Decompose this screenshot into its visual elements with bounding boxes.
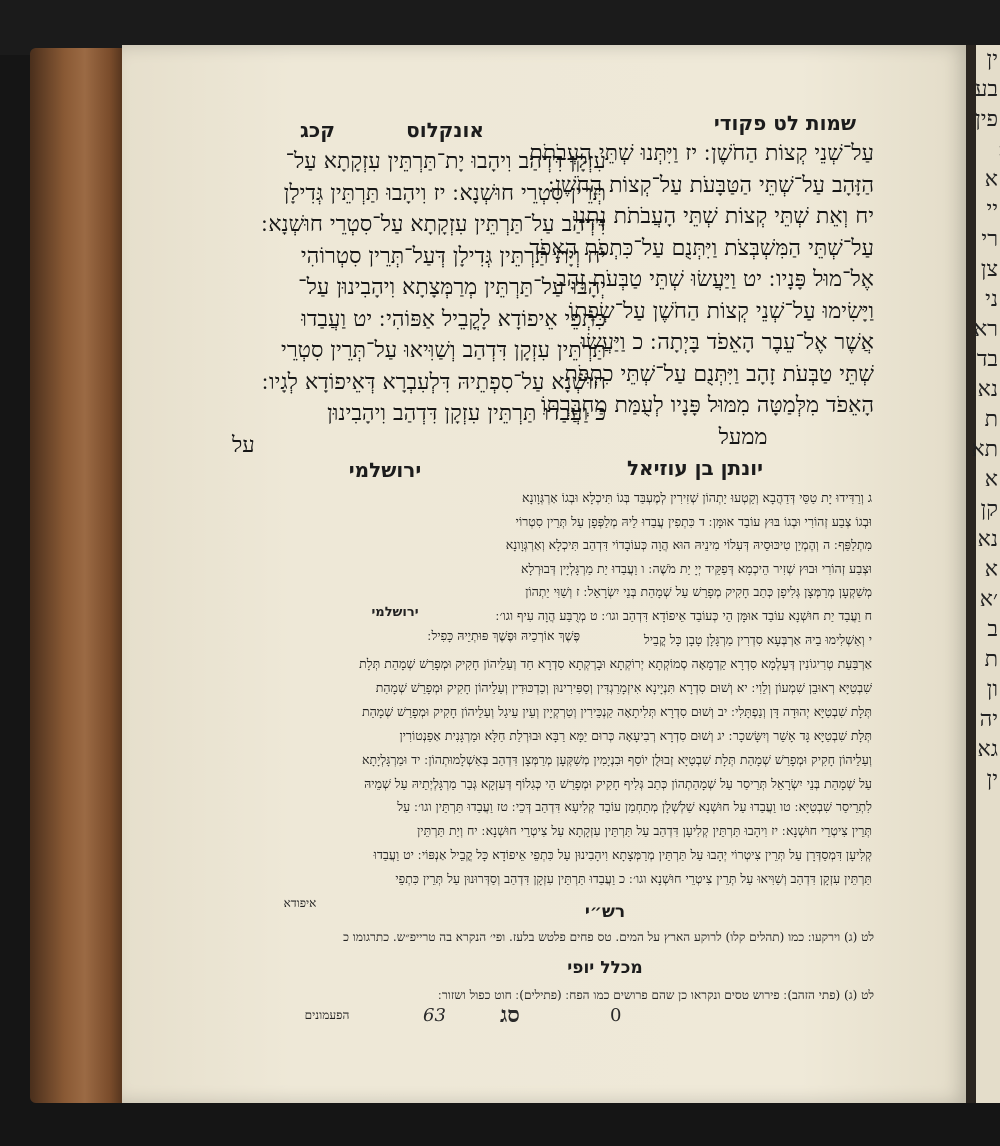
- facing-page-fragment: [976, 135, 1000, 165]
- signature-mark: סג: [500, 1002, 520, 1028]
- mikhlal-title: מכלל יופי: [567, 958, 643, 978]
- facing-page-fragment: תא: [971, 437, 998, 462]
- handwritten-page-number: 63: [423, 1005, 446, 1026]
- text-line: אַרְבַּעַת טְרִיגוֹנִין דְּעָלְמָא סִדְרָא קַדְמָאָה סְמוֹקְתָא יְרוֹקְתָא וּבָרְקְתָא סִדְרָא חַד וְעַלֵיהוֹן חָקִיק וּמְפָרַשׁ שְׁמָהַת תְּלָת: [359, 656, 872, 671]
- facing-page-fragment: נא: [977, 527, 998, 552]
- facing-page-fragment: גא: [977, 737, 998, 762]
- text-line: ג וְרַדִּידוּ יָת טַסֵּי דְּדַהֲבָא וְקַטְעוּ יַתְהוֹן שְׁזִירִין לְמֶעְבַּד בְּגוֹ תִּיכְלָא וּבְגוֹ אַרְגְּוָונָא: [522, 490, 872, 505]
- text-line: עַל־שְׁנֵי קְצוֹת הַחֹשֶׁן ׃ יז וַיִּתְּנוּ שְׁתֵּי הָעֲבֹתֹת: [529, 141, 874, 166]
- text-line: ח וַעֲבַד יַת חוּשְׁנָא עוֹבַד אוּמָּן הֵי כְּעוֹבַד אֵיפוֹדָא דִּדְהַב וגו׳ ׃ ט מְרֻבַּע הֲוָה עִיף וגו׳ ׃: [495, 608, 872, 623]
- text-line: וּבְגוֹ צְבַע זְהוֹרִי וּבְגוֹ בּוּץ עוֹבַד אוּמָּן ׃ ד כִּתְפִין עֲבַדוּ לֵיהּ מְלַפְּפָן עַל תְּרֵין סִטְרוֹי: [515, 513, 872, 529]
- yerushalmi-title: ירושלמי: [348, 458, 422, 482]
- facing-page-fragment: נא: [977, 377, 998, 402]
- facing-page-fragment: קן: [980, 497, 998, 522]
- text-line: לט (ג) וירקעו ׃ כמו (תהלים קלו) לרוקע הארץ על המים. טס פחים פלטש בלעז. ופי׳ הנקרא בה טרייפ״ש. כתרגומו כ: [343, 930, 874, 944]
- page-number-hebrew: קכג: [300, 118, 335, 142]
- facing-page-edge: [971, 45, 1000, 1103]
- text-line: עִזְקָן דִּדְהַב וִיהָבוּ יָת־תַּרְתֵּין עִזְקָתָא עַל־: [285, 149, 606, 174]
- text-line: אֲשֶׁר אֶל־עֵבֶר הָאֵפֹד בָּיְתָה ׃ כ וַיַּעֲשׂוּ: [580, 330, 874, 355]
- onkelos-header: אונקלוס: [406, 118, 484, 142]
- facing-page-fragment: יי: [986, 197, 998, 222]
- facing-page-fragment: ב: [987, 617, 998, 642]
- mikhlal-block: [262, 986, 874, 1004]
- text-line: תַּרְתֵּין עִזְקָן דִּדְהַב וְשַׁוִּיאוּ עַל תְּרֵין צִיטְרֵי חוּשְׁנָא וגו׳ ׃ כ וַעֲבַדוּ תַּרְתֵּין עִזְקָן דִּדְהַב וְסַדְּרוּנוּן עַל תְּרֵין כִּתְפֵי: [395, 871, 872, 887]
- text-line: דִּדְהַב עַל־תַּרְתֵּין עִזְקָתָא עַל־סִטְרֵי חוּשְׁנָא ׃: [261, 212, 606, 237]
- text-line: חוּשְׁנָא עַל־סִפְתֵיהּ דִּלְעִבְרָא דְּאֵיפוֹדָא לְגָיו ׃: [262, 369, 606, 395]
- text-line: תְּרֵין צִיטְרֵי חוּשְׁנָא ׃ יז וִיהָבוּ תַּרְתֵּין קְלִיעָן דִּדְהַב עַל תַּרְתֵּין עִזְקָתָא עַל צִיטְרֵי חוּשְׁנָא ׃ יח וְיַת תַּרְתֵּין: [417, 823, 872, 839]
- book-gutter: [966, 45, 976, 1103]
- text-line: פֶּשֶׁךְ אוֹרְכֵיהּ וּפֶשֶׁךְ פּוּתְיֵיהּ כָּפִיל ׃: [427, 628, 580, 643]
- text-line: תְּרֵין סִטְרֵי חוּשְׁנָא ׃ יז וִיהָבוּ תַּרְתֵּין גְּדִילָן: [283, 180, 606, 206]
- facing-page-fragment: א: [984, 557, 998, 582]
- facing-page-fragment: ני: [985, 287, 998, 312]
- text-line: וּצְבַע זְהוֹרִי וּבוּץ שְׁזִיר הֵיכְמָא דְּפַקֵּיד יְיָ יַת מֹשֶׁה ׃ ו וַעֲבַדוּ יַת מַרְגָּלְיָין דְּבוּרְלָא: [521, 560, 872, 576]
- facing-page-fragment: ת: [984, 647, 998, 672]
- yerushalmi-block: [235, 624, 580, 648]
- jonathan-block: [232, 486, 872, 604]
- book-fore-edge: [30, 48, 130, 1103]
- text-line: מִתְלַפַּף ׃ ה וְהֶמְיַן טִיכּוּסֵיהּ דְּעִלוֹי מִינֵיהּ הוּא הֲוָה כְּעוֹבָדוֹי דִּדְהַב תִּיכְלָא וְאַרְגְּוָונָא: [505, 537, 872, 553]
- text-line: יח וְאֵת שְׁתֵּי קְצוֹת שְׁתֵּי הָעֲבֹתֹת נָתְנוּ: [573, 204, 874, 229]
- catchword: ממעל: [718, 424, 768, 450]
- text-line: הָאֵפֹד מִלְּמַטָּה מִמּוּל פָּנָיו לְעֻמַּת מַחְבַּרְתּוֹ: [540, 393, 874, 418]
- text-line: עַל שְׁמָהַת בְּנֵי יִשְׂרָאֵל תְּרֵיסַר עַל שְׁמָהַתְהוֹן כְּתַב גְּלִיף חָקִיק וּמְפָרַשׁ הֵי כְּגִלוֹף דְּעִזְקָא גְּבַר מַרְגָּלְיְתֵיהּ עַל שְׁמֵיהּ: [364, 775, 872, 791]
- facing-page-fragment: א: [984, 467, 998, 492]
- text-line: קְלִיעָן דִּמְסַדְּרָן עַל תְּרֵין צִיטְרוֹי יְהָבוּ עַל תַּרְתֵּין מְרַמְּצָתָא וִיהָבִינוּן עַל כִּתְפֵי אֵיפוֹדָא כָּל קֳבֵיל אַנְפּוֹי ׃ יט וַעֲבַדוּ: [373, 847, 872, 863]
- jonathan-title: יונתן בן עוזיאל: [626, 456, 764, 480]
- text-line: שְׁתֵּי טַבְּעֹת זָהָב וַיִּתְּנֻם עַל־שְׁתֵּי כִתְפֹת: [564, 361, 874, 387]
- text-line: תַּרְתֵּין עִזְקָן דִּדְהַב וְשַׁוִּיאוּ עַל־תְּרֵין סִטְרֵי: [281, 338, 606, 363]
- text-line: הַזָּהָב עַל־שְׁתֵּי הַטַּבָּעֹת עַל־קְצוֹת הַחֹשֶׁן ׃: [548, 172, 874, 198]
- text-line: עַל־שְׁתֵּי הַמִּשְׁבְּצֹת וַיִּתְּנֻם עַל־כִּתְפֹת הָאֵפֹד: [529, 235, 874, 261]
- small-mark: 0: [610, 1005, 622, 1026]
- catchword: איפודא: [283, 896, 317, 910]
- facing-page-fragment: יה: [979, 707, 998, 732]
- rashi-block: [262, 928, 874, 946]
- parasha-header: שמות לט פקודי: [713, 111, 857, 135]
- text-line: וְעַלֵיהוֹן חָקִיק וּמְפָרַשׁ שְׁמָהַת תְּלָת שִׁבְטַיָּא זְבוּלֻן יוֹסֵף וּבִנְיָמִין מְשַׁקְּעָן מְרַמְּצָן דִּדְהַב בְּאַשְׁלָמוּתְהוֹן ׃ יד וּמַרְגָּלְיָתָא: [362, 751, 872, 767]
- facing-page-fragment: בד: [976, 347, 998, 372]
- facing-page-fragment: בע: [974, 77, 998, 102]
- yerushalmi-small-title: ירושלמי: [371, 605, 419, 620]
- text-line: לט (ג) (פתי הזהב) ׃ פירוש טסים ונקראו כן שהם פרושים כמו הפח ׃ (פתילים) ׃ חוט כפול ושזור ׃: [438, 988, 874, 1002]
- facing-page-fragment: ין: [986, 47, 998, 72]
- text-line: תְּלָת שִׁבְטַיָּא גָּד אָשֵׁר וְיִשָּׂשכָר ׃ יג וְשׁוּם סִדְרָא רְבִיעָאָה כְּרוּם יַמָּא רַבָּא וּבוּרְלַת חַלָּא וּמַרְגָּנִית אַפַנְטוֹרִין: [399, 727, 872, 743]
- facing-page-fragment: פין: [975, 107, 998, 132]
- facing-page-fragment: ין: [986, 767, 998, 792]
- text-line: יח וְיָת תַּרְתֵּין גְּדִילָן דְּעַל־תְּרֵין סִטְרוֹהִי: [300, 243, 606, 269]
- text-line: כ וַעֲבַדוּ תַּרְתֵּין עִזְקָן דִּדְהַב וִיהָבִינוּן: [327, 401, 606, 426]
- text-line: י וְאַשְׁלִימוּ בֵיהּ אַרְבְּעָא סִדְרִין מַרְגָּלָן טָבָן כָּל קֳבֵיל: [643, 631, 872, 647]
- text-line: לִתְרֵיסַר שִׁבְטַיָּא ׃ טו וַעֲבַדוּ עַל חוּשְׁנָא שַׁלְשְׁלָן מְתַחְמַן עוֹבַד קְלִיעָא דִּדְהַב דְּכֵי ׃ טז וַעֲבַדוּ תַּרְתֵּין וגו׳ ׃ עַל: [397, 799, 872, 815]
- facing-page-fragment: ון: [986, 677, 998, 702]
- text-line: יְהָבוּ עַל־תַּרְתֵּין מְרַמְּצָתָא וִיהָבִינוּן עַל־: [298, 275, 606, 300]
- text-line: מְשַׁקְעָן מְרַמְּצָן גְּלִיפָן כְּתַב חָקִיק מְפָרַשׁ עַל שְׁמָהַת בְּנֵי יִשְׂרָאֵל ׃ ז וְשַׁוִּי יַתְהוֹן: [525, 584, 872, 600]
- text-line: וַיָּשִׂימוּ עַל־שְׁנֵי קְצוֹת הַחֹשֶׁן עַל־שְׂפָתוֹ: [568, 298, 874, 324]
- facing-page-fragment: ת: [984, 407, 998, 432]
- text-line: אֶל־מוּל פָּנָיו ׃ יט וַיַּעֲשׂוּ שְׁתֵּי טַבְּעֹת זָהָב: [556, 267, 874, 292]
- text-line: תְּלָת שִׁבְטַיָּא יְהוּדָה דָּן וְנַפְתָּלִי ׃ יב וְשׁוּם סִדְרָא תְּלִיתָאָה קַנְכֵּירִין וְטַרְקְיָין וְעֵין עֵיגַל וְעַלֵיהוֹן חָקִיק וּמְפָרַשׁ שְׁמָהַת: [361, 703, 872, 719]
- facing-page-fragment: רא: [973, 317, 998, 342]
- facing-page-fragment: צן: [980, 257, 998, 282]
- torah-column: [529, 138, 874, 453]
- rashi-title: רש״י: [584, 902, 626, 922]
- mikhlal-note: הפעמונים: [304, 1008, 350, 1022]
- facing-page-fragment: א: [984, 167, 998, 192]
- facing-page-fragment: רי: [981, 227, 998, 252]
- text-line: כִּתְפֵי אֵיפוֹדָא לָקֳבֵיל אַפּוֹהִי ׃ יט וַעֲבַדוּ: [301, 306, 606, 332]
- text-line: שִׁבְטַיָּא רְאוּבֵן שִׁמְעוֹן וְלֵוִי ׃ יא וְשׁוּם סִדְרָא תִּנְיָינָא אִיזְמָרַגְדִּין וְסַפִּירִינוּן וְכַדְכּוּדִין וְעַלֵיהוֹן חָקִיק וּמְפָרַשׁ שְׁמָהַת: [375, 679, 872, 695]
- catchword: על: [232, 432, 255, 458]
- targum-block: [232, 652, 872, 891]
- facing-page-fragment: ׳א: [979, 587, 998, 612]
